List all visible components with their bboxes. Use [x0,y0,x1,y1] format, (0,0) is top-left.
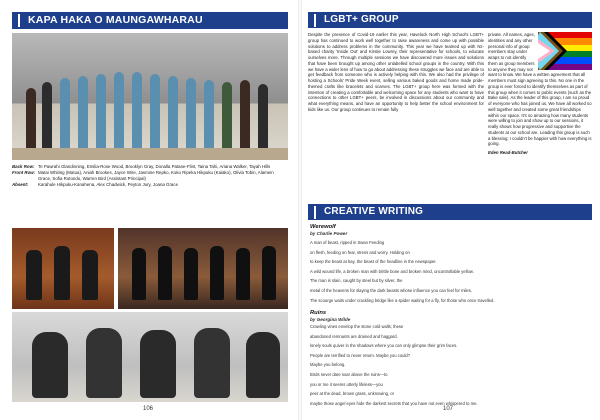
lgbt-article-col2: private. All names, ages, identities and any other personal info of group members stay under wraps to not identify them as group members to anyone they may not want to know. We have a written agreement that all members must sign agreeing to this. No one in the group is ever forced to identify themselves as part of this group when it comes to public events (such as the Bake sale). As the leader of this group, I am so proud of everyone who has joined us. We have all worked so well together and created some great friendships within our space. It's so amazing how many students were willing to join and show up to our sessions, it really shows how progressive and supportive the students at our school are. Leading this group is such a blessing; I couldn't be happier with how everything is going. [488,32,592,147]
photo-figure [262,246,276,300]
poem1-body [310,238,590,305]
poem-line: maybe those angel eyes hide the darkest secrets that you have not even whispered to me. [310,400,478,406]
poem-line: People are terrified to never return. Maybe you could? [310,352,411,358]
photo-figure [168,76,178,152]
creative-writing-banner: CREATIVE WRITING [308,204,592,220]
photo-figure [114,72,124,152]
poem-line: on flesh, feeding on fear, stress and worry. Holding on [310,249,410,255]
performance-photo-left [12,228,114,309]
photo-figure [26,250,42,300]
photo-figure [150,74,160,152]
poem-line: A wild wound life, a broken man with brittle bone and broken mind, uncontrollable yellow. [310,268,474,274]
page-number-left: 106 [143,406,154,412]
poem-line: abandoned remnants are drained and haggard. [310,333,398,339]
photo-figure [54,246,70,300]
poem2-body [310,322,590,408]
photo-figure [82,250,98,300]
poem-line: you or me it seems utterly lifeless—you [310,381,383,387]
group-caption [12,164,288,188]
photo-figure [32,332,68,398]
photo-figure [210,246,224,300]
front-row-label: Front Row: [12,170,36,175]
photo-figure [132,248,146,300]
back-row-label: Back Row: [12,164,35,169]
photo-figure [158,246,172,300]
lgbt-banner: LGBT+ GROUP [308,12,592,28]
poem-line: Crawling vines envelop the stone cold walls; these [310,324,404,329]
poem-line: The scourge waits under crackling bridge like a spider waiting for a fly, for those who once travelled. [310,297,495,303]
photo-figure [246,332,280,398]
poem2-author: by Georgina Wilde [310,317,351,322]
photo-figure [184,248,198,300]
absent-names: Karahule Hikpuku-Kanahena, Alex Chadwick, Peyton Jury, Joana Grace [38,182,179,187]
photo-floor [12,148,288,160]
absent-label: Absent: [12,182,29,187]
photo-figure [86,328,122,398]
poem-line: to keep the beast at bay, the beast of the headline in the newspaper. [310,259,437,265]
photo-figure [96,74,106,152]
photo-figure [194,328,230,398]
poem-line: peer at the dead, brown grass, unknowing, or [310,391,395,397]
poem-line: A man of beast, ripped in Swan Feeding [310,240,385,245]
photo-figure [42,82,52,152]
photo-figure [186,78,196,152]
photo-figure [204,80,214,152]
page-number-right: 107 [443,406,454,412]
pride-flag-icon [538,32,592,70]
photo-figure [60,78,70,152]
back-row-names: Te Pawrahi Glandinning, Emilia-Rose Wood, Brooklyn Gray, Donalla Patane-Flint, Taina Tahi, Ariana Walker, Tayah Hills [38,164,271,169]
lgbt-article-col2-wrap [488,32,592,156]
kapa-haka-banner: KAPA HAKA O MAUNGAWHARAU [12,12,288,29]
photo-figure [222,82,232,152]
poem-line: lonely souls quiver in the shadows where you can only glimpse their grim faces. [310,343,458,349]
photo-figure [236,248,250,300]
poem-line: metal of the heavens for slaying the dark beasts whose influence you can feel for miles. [310,287,473,293]
right-page [300,0,600,420]
lgbt-signature: Eden Read-Butcher [488,150,528,155]
lgbt-article-col1: Despite the presence of Covid-19 earlier this year, Havelock North High School's LGBT+ group has continued to work well together to raise awareness and come up with possible solutions to address problems in the community. This year we have teamed up with Nz-based charity 'Inside Out' and Kirstie Lowrey, their representative for schools, to educate ourselves more. Through multiple sessions we have discovered more issues and solutions that have been brought up among other unlabelled school groups in the country. With this we have a wider lens of how to go about addressing these struggles we face and are able to get feedback from someone who is actively helping with this. We also had the privilege of hosting a Schools' Pride Week event, selling various baked goods and home made pride-themed crafts like bracelets and scarves. The LGBT+ group here was formed with the intention of creating a comfortable and welcoming space for any students who want to have connections to other LGBT+ peers, be involved in discussions about our community and what everything means, and have an opportunity to help better the school environment for kids like us. Our group continues to remain fully [308,32,484,112]
photo-figure [258,84,268,152]
poem2-title: Ruins [310,310,327,316]
performance-photo-right [118,228,288,309]
poem-line: Birds never dare soar above the ruins—to [310,371,388,377]
photo-figure [240,80,250,152]
front-row-names: Matai Whiting (Matua), Aniah Brookes, Jayce Wire, Jasmine Repko, Koko Ripeka Hikpuku (Kaiako), Olivia Tobin, Alamein Grace, Sofia Rotondo, Warren Bird (Assistant Principal) [38,170,274,181]
flag-chevron [538,32,592,70]
photo-figure [78,76,88,152]
poem1-title: Werewolf [310,224,336,230]
photo-figure [140,330,176,398]
poem1-author: by Charlie Power [310,231,348,236]
kapa-haka-group-photo [12,33,288,160]
poem-line: The man is slain, caught by steel but by silver, the [310,278,403,284]
poem-line: Maybe you belong. [310,362,346,368]
photo-figure [132,72,142,152]
photo-figure [26,88,36,152]
cloaks-photo [12,312,288,402]
